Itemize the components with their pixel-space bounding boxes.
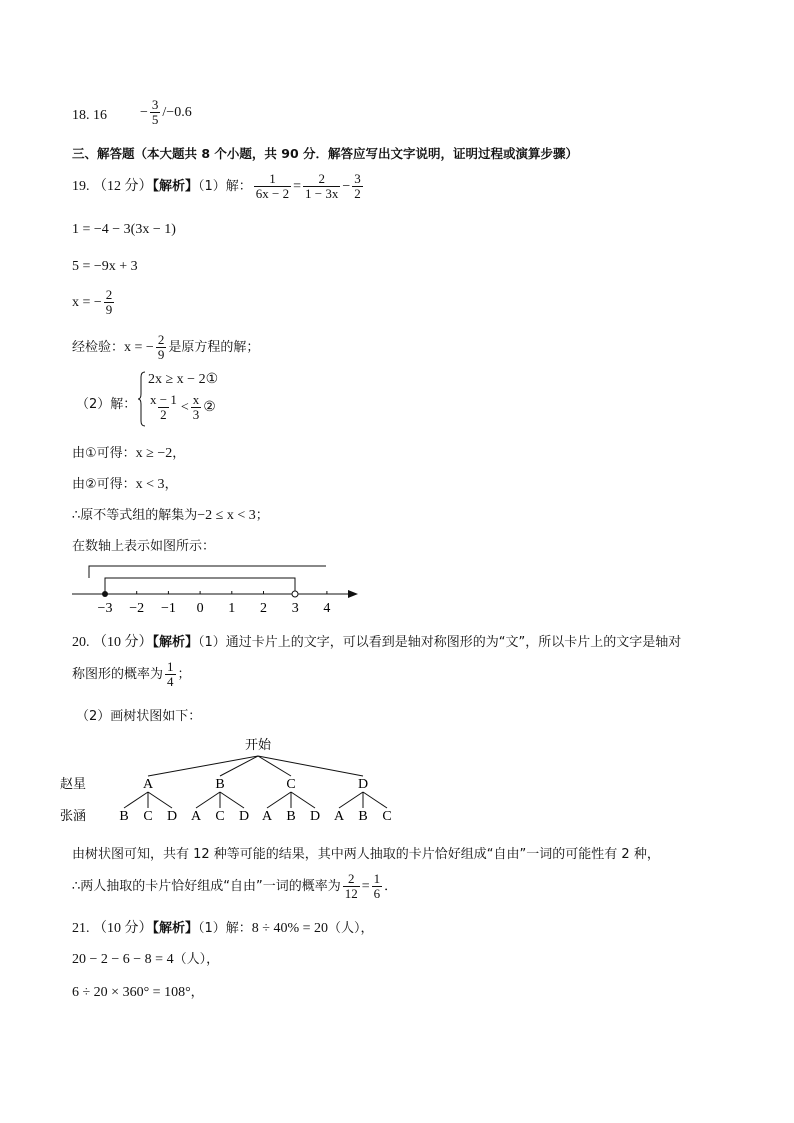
q19-from1 bbox=[72, 442, 185, 462]
q19-check-pre: 经检验： bbox=[72, 340, 125, 355]
frac-den: 9 bbox=[157, 347, 165, 362]
q19-part1: （1）解： bbox=[198, 179, 252, 194]
frac-num: 3 bbox=[354, 171, 361, 186]
frac-num: x − 1 bbox=[150, 392, 177, 407]
tree-node-level2: D bbox=[166, 809, 178, 824]
q20-concl2-end: ． bbox=[384, 879, 398, 894]
q19-check-post: 是原方程的解； bbox=[168, 340, 260, 355]
q19-eq-equal: = bbox=[293, 179, 302, 194]
q21-header bbox=[72, 917, 374, 937]
q19-numline-caption: 在数轴上表示如图所示： bbox=[72, 539, 216, 554]
tree-node-level2: C bbox=[382, 809, 392, 824]
q21-lead: 21. （10 分） bbox=[72, 921, 153, 936]
tree-branch bbox=[220, 792, 244, 808]
number-line-tick-label: −3 bbox=[97, 601, 113, 616]
frac-den: 6 bbox=[373, 886, 381, 901]
tree-branch bbox=[339, 792, 363, 808]
q19-step1: 1 = −4 − 3(3x − 1) bbox=[72, 222, 176, 237]
tree-node-level2: C bbox=[143, 809, 153, 824]
q19-step3-lhs: x = − bbox=[72, 295, 102, 310]
tree-branch bbox=[363, 792, 387, 808]
q19-from2-end: ， bbox=[164, 477, 178, 492]
tree-node-level2: C bbox=[215, 809, 225, 824]
q20-concl2-eq: = bbox=[361, 879, 370, 894]
number-line-tick-label: 3 bbox=[291, 601, 299, 616]
tree-node-level2: A bbox=[190, 809, 202, 824]
q20-p1b bbox=[72, 660, 191, 689]
frac-num: 2 bbox=[105, 287, 113, 302]
q20-p1b-end: ； bbox=[177, 667, 191, 682]
frac-den: 3 bbox=[192, 407, 200, 422]
tree-node-level1: B bbox=[215, 777, 225, 792]
q20-concl2-frac1 bbox=[343, 872, 360, 901]
q21-tag: 【解析】 bbox=[152, 921, 199, 936]
q21-calc2: 20 − 2 − 6 − 8 = 4 bbox=[72, 952, 174, 967]
tree-node-level1: A bbox=[142, 777, 154, 792]
q19-ineq2-mark: ② bbox=[203, 400, 216, 415]
tree-node-level2: D bbox=[309, 809, 321, 824]
arrow-right-icon bbox=[348, 590, 358, 598]
q19-inequality-system bbox=[138, 371, 238, 429]
q19-part2-label: （2）解： bbox=[76, 397, 137, 412]
q19-from1-val: x ≥ −2 bbox=[135, 446, 173, 461]
q20-concl1: 由树状图可知，共有 12 种等可能的结果，其中两人抽取的卡片恰好组成“自由”一词的可能性有 2 种， bbox=[72, 847, 660, 862]
tree-node-level2: D bbox=[238, 809, 250, 824]
q20-concl2-frac2 bbox=[372, 872, 383, 901]
tree-branch bbox=[148, 756, 258, 776]
q20-p1b-frac bbox=[165, 660, 176, 689]
q21-calc2-unit: （人）， bbox=[173, 952, 220, 967]
frac-num: 2 bbox=[318, 171, 325, 186]
closed-point-icon bbox=[102, 591, 108, 597]
frac-num: 1 bbox=[373, 871, 381, 886]
q18-frac-den: 5 bbox=[151, 112, 159, 127]
q20-concl2-pre: ∴两人抽取的卡片恰好组成“自由”一词的概率为 bbox=[72, 879, 341, 894]
q19-sol-end: ； bbox=[255, 508, 269, 523]
q21-part1: （1）解： bbox=[198, 921, 252, 936]
tree-node-level2: B bbox=[358, 809, 368, 824]
frac-den: 4 bbox=[167, 674, 174, 689]
q21-calc3-end: ， bbox=[190, 985, 204, 1000]
left-brace-icon bbox=[138, 371, 146, 427]
q21-calc1: 8 ÷ 40% = 20 bbox=[251, 921, 329, 936]
q18-answer bbox=[140, 98, 192, 127]
number-line-tick-label: −1 bbox=[160, 601, 176, 616]
open-point-icon bbox=[292, 591, 298, 597]
tree-branch bbox=[124, 792, 148, 808]
q19-tag: 【解析】 bbox=[152, 179, 199, 194]
bracket-x-ge-neg2 bbox=[89, 566, 326, 578]
q19-eq-frac-a bbox=[254, 172, 291, 201]
q19-from2 bbox=[72, 473, 178, 493]
number-line-tick-label: 0 bbox=[196, 601, 204, 616]
frac-num: 1 bbox=[269, 171, 276, 186]
q20-concl2 bbox=[72, 872, 397, 901]
q19-solution bbox=[72, 504, 269, 524]
q19-eq-frac-b bbox=[303, 172, 340, 201]
tree-branch bbox=[196, 792, 220, 808]
tree-row2-label: 张涵 bbox=[60, 808, 87, 823]
tree-node-level2: B bbox=[119, 809, 129, 824]
q19-from2-val: x < 3 bbox=[135, 477, 165, 492]
q19-lead: 19. （12 分） bbox=[72, 179, 153, 194]
tree-row1-label: 赵星 bbox=[60, 776, 87, 791]
q19-sol-pre: ∴原不等式组的解集为 bbox=[72, 508, 198, 523]
q20-p2: （2）画树状图如下： bbox=[76, 709, 202, 724]
tree-node-level2: A bbox=[333, 809, 345, 824]
q21-calc1-unit: （人）， bbox=[328, 921, 374, 936]
frac-num: 2 bbox=[157, 332, 165, 347]
q19-header bbox=[72, 172, 365, 201]
frac-num: x bbox=[192, 392, 200, 407]
tree-root: 开始 bbox=[244, 737, 272, 752]
section3-title: 三、解答题（本大题共 8 个小题，共 90 分．解答应写出文字说明，证明过程或演算步骤） bbox=[72, 146, 579, 161]
q19-check-frac bbox=[156, 333, 167, 362]
q19-from2-pre: 由②可得： bbox=[72, 477, 136, 492]
q18-label: 18. 16 bbox=[72, 108, 107, 123]
number-line-tick-label: 2 bbox=[260, 601, 267, 616]
q20-lead: 20. （10 分） bbox=[72, 635, 153, 650]
frac-den: 6x − 2 bbox=[255, 186, 290, 201]
q19-check bbox=[72, 333, 259, 362]
frac-den: 2 bbox=[160, 407, 167, 422]
tree-node-level2: B bbox=[286, 809, 296, 824]
tree-diagram bbox=[60, 732, 400, 832]
tree-branch bbox=[267, 792, 291, 808]
q18-frac-num: 3 bbox=[151, 97, 159, 112]
tree-node-level1: C bbox=[286, 777, 296, 792]
frac-num: 2 bbox=[348, 871, 355, 886]
tree-branch bbox=[148, 792, 172, 808]
tree-branch bbox=[291, 792, 315, 808]
q20-p1b-pre: 称图形的概率为 bbox=[72, 667, 164, 682]
q21-line2 bbox=[72, 948, 219, 968]
frac-num: 1 bbox=[167, 659, 174, 674]
tree-node-level1: D bbox=[357, 777, 369, 792]
q19-step3-frac bbox=[104, 288, 115, 317]
frac-den: 1 − 3x bbox=[305, 186, 339, 201]
q18-answer-fraction bbox=[150, 98, 161, 127]
number-line-tick-label: −2 bbox=[129, 601, 145, 616]
tree-branches bbox=[124, 756, 387, 808]
q19-from1-pre: 由①可得： bbox=[72, 446, 136, 461]
q19-step3 bbox=[72, 288, 116, 317]
q19-eq-frac-c bbox=[352, 172, 363, 201]
q19-ineq2 bbox=[146, 393, 216, 422]
q20-p1-text: （1）通过卡片上的文字，可以看到是轴对称图形的为“文”，所以卡片上的文字是轴对 bbox=[198, 635, 682, 650]
number-line-tick-label: 4 bbox=[323, 601, 331, 616]
q19-from1-end: ， bbox=[172, 446, 186, 461]
q19-check-lhs: x = − bbox=[124, 340, 154, 355]
q19-ineq2-left bbox=[148, 393, 179, 422]
q20-tag: 【解析】 bbox=[152, 635, 199, 650]
frac-den: 12 bbox=[344, 886, 358, 901]
q20-p1 bbox=[72, 631, 681, 651]
q18-answer-neg: − bbox=[140, 105, 148, 120]
tree-node-level2: A bbox=[261, 809, 273, 824]
q21-calc3: 6 ÷ 20 × 360° = 108° bbox=[72, 985, 191, 1000]
frac-den: 9 bbox=[105, 302, 113, 317]
q19-eq-minus: − bbox=[342, 179, 351, 194]
number-line-tick-label: 1 bbox=[228, 601, 236, 616]
q21-line3 bbox=[72, 981, 204, 1001]
q19-ineq2-lt: < bbox=[180, 400, 189, 415]
q19-sol-val: −2 ≤ x < 3 bbox=[197, 508, 256, 523]
q19-step2: 5 = −9x + 3 bbox=[72, 259, 138, 274]
q19-ineq1: 2x ≥ x − 2① bbox=[148, 372, 219, 387]
number-line bbox=[60, 558, 370, 618]
q19-ineq2-right bbox=[191, 393, 202, 422]
frac-den: 2 bbox=[354, 186, 361, 201]
q18-answer-tail: /−0.6 bbox=[162, 105, 192, 120]
